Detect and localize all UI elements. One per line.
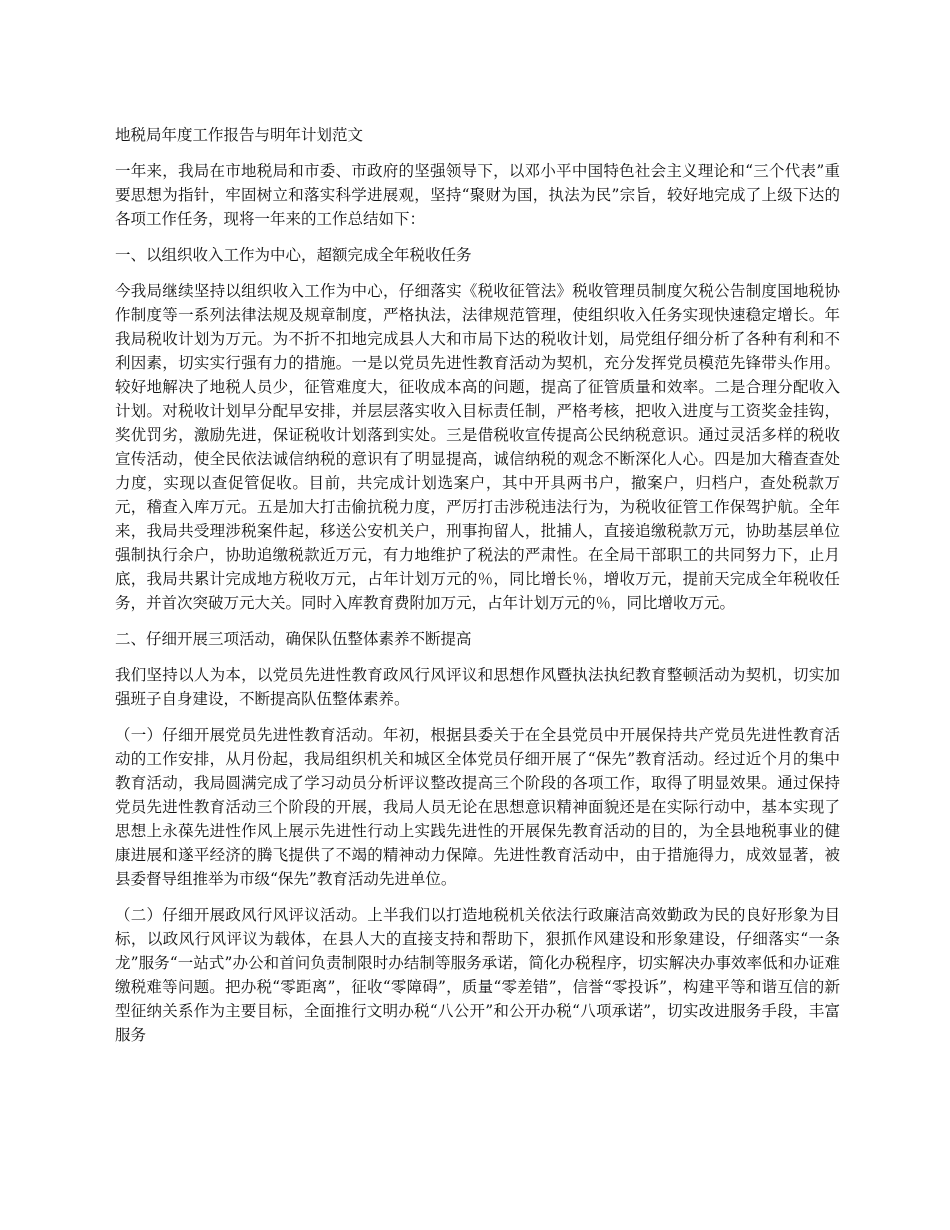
- intro-paragraph: 一年来，我局在市地税局和市委、市政府的坚强领导下，以邓小平中国特色社会主义理论和“三个代表”重要思想为指针，牢固树立和落实科学进展观，坚持“聚财为国，执法为民”宗旨，较好地完成了上级下达的各项工作任务，现将一年来的工作总结如下：: [115, 162, 840, 228]
- section-2-item-2: （二）仔细开展政风行风评议活动。上半我们以打造地税机关依法行政廉洁高效勤政为民的良好形象为目标，以政风行风评议为载体，在县人大的直接支持和帮助下，狠抓作风建设和形象建设，仔细落实“一条龙”服务“一站式”办公和首问负责制限时办结制等服务承诺，简化办税程序，切实解决办事效率低和办证难缴税难等问题。把办税“零距离”，征收“零障碍”，质量“零差错”，信誉“零投诉”，构建平等和谐互信的新型征纳关系作为主要目标，全面推行文明办税“八公开”和公开办税“八项承诺”，切实改进服务手段，丰富服务: [115, 906, 840, 1044]
- section-2-intro: 我们坚持以人为本，以党员先进性教育政风行风评议和思想作风暨执法执纪教育整顿活动为契机，切实加强班子自身建设，不断提高队伍整体素养。: [115, 666, 840, 708]
- document-page: [115, 123, 840, 1059]
- section-2-item-1: （一）仔细开展党员先进性教育活动。年初，根据县委关于在全县党员中开展保持共产党员先进性教育活动的工作安排，从月份起，我局组织机关和城区全体党员仔细开展了“保先”教育活动。经过近个月的集中教育活动，我局圆满完成了学习动员分析评议整改提高三个阶段的各项工作，取得了明显效果。通过保持党员先进性教育活动三个阶段的开展，我局人员无论在思想意识精神面貌还是在实际行动中，基本实现了思想上永葆先进性作风上展示先进性行动上实践先进性的开展保先教育活动的目的，为全县地税事业的健康进展和遂平经济的腾飞提供了不竭的精神动力保障。先进性教育活动中，由于措施得力，成效显著，被县委督导组推举为市级“保先”教育活动先进单位。: [115, 726, 840, 888]
- document-title: 地税局年度工作报告与明年计划范文: [115, 126, 364, 144]
- section-1-heading: 一、以组织收入工作为中心，超额完成全年税收任务: [115, 246, 472, 264]
- section-1-body: 今我局继续坚持以组织收入工作为中心，仔细落实《税收征管法》税收管理员制度欠税公告制度国地税协作制度等一系列法律法规及规章制度，严格执法，法律规范管理，使组织收入任务实现快速稳定增长。年我局税收计划为万元。为不折不扣地完成县人大和市局下达的税收计划，局党组仔细分析了各种有利和不利因素，切实实行强有力的措施。一是以党员先进性教育活动为契机，充分发挥党员模范先锋带头作用。较好地解决了地税人员少，征管难度大，征收成本高的问题，提高了征管质量和效率。二是合理分配收入计划。对税收计划早分配早安排，并层层落实收入目标责任制，严格考核，把收入进度与工资奖金挂钩，奖优罚劣，激励先进，保证税收计划落到实处。三是借税收宣传提高公民纳税意识。通过灵活多样的税收宣传活动，使全民依法诚信纳税的意识有了明显提高，诚信纳税的观念不断深化人心。四是加大稽查查处力度，实现以查促管促收。目前，共完成计划选案户，其中开具两书户，撤案户，归档户，查处税款万元，稽查入库万元。五是加大打击偷抗税力度，严厉打击涉税违法行为，为税收征管工作保驾护航。全年来，我局共受理涉税案件起，移送公安机关户，刑事拘留人，批捕人，直接追缴税款万元，协助基层单位强制执行余户，协助追缴税款近万元，有力地维护了税法的严肃性。在全局干部职工的共同努力下，止月底，我局共累计完成地方税收万元，占年计划万元的％，同比增长％，增收万元，提前天完成全年税收任务，并首次突破万元大关。同时入库教育费附加万元，占年计划万元的％，同比增收万元。: [115, 282, 840, 612]
- section-2-heading: 二、仔细开展三项活动，确保队伍整体素养不断提高: [115, 630, 472, 648]
